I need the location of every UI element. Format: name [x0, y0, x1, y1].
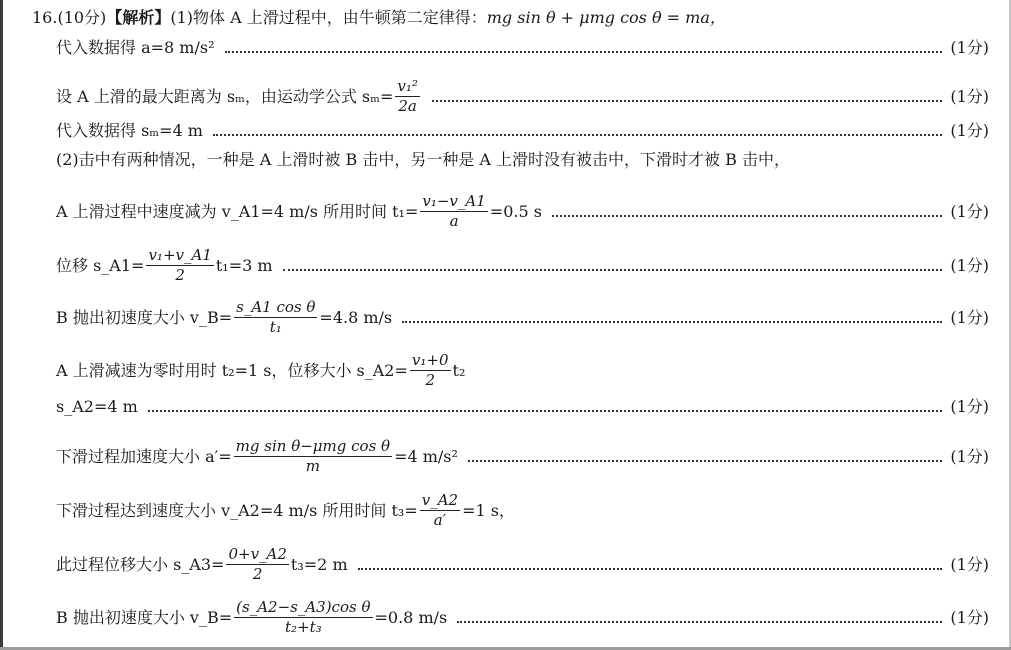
fraction-denominator: 2: [425, 371, 435, 389]
line-prefix: B 抛出初速度大小 v_B=: [56, 307, 233, 327]
dot-leader: [225, 51, 943, 53]
line-content: [56, 193, 542, 230]
dot-leader: [552, 215, 942, 217]
score-mark: (1分): [950, 255, 989, 275]
line-prefix: 位移 s_A1=: [56, 255, 145, 275]
fraction: [420, 193, 487, 230]
fraction-denominator: t₂+t₃: [284, 618, 322, 636]
part1-intro: (1)物体 A 上滑过程中，由牛顿第二定律得：: [170, 8, 487, 27]
line-prefix: A 上滑过程中速度减为 v_A1=4 m/s 所用时间 t₁=: [56, 201, 419, 221]
fraction-numerator: (s_A2−s_A3)cos θ: [236, 598, 371, 616]
fraction-numerator: v₁²: [397, 77, 418, 95]
fraction-numerator: v₁+v_A1: [148, 246, 212, 264]
dot-leader: [213, 134, 942, 136]
score-mark: (1分): [950, 38, 989, 57]
fraction-denominator: m: [305, 457, 320, 475]
score-mark: (1分): [950, 86, 989, 106]
fraction-denominator: a′: [433, 511, 447, 529]
line-content: [56, 492, 515, 529]
dot-leader: [457, 621, 942, 623]
line-suffix: =0.5 s: [489, 201, 542, 221]
line-content: [56, 247, 273, 284]
fraction-numerator: mg sin θ−μmg cos θ: [235, 437, 391, 455]
fraction: [146, 247, 213, 284]
score-mark: (1分): [950, 201, 989, 221]
part2-intro-text: (2)击中有两种情况，一种是 A 上滑时被 B 击中，另一种是 A 上滑时没有被击中，下滑时才被 B 击中，: [56, 150, 790, 169]
fraction-denominator: t₁: [269, 318, 282, 336]
dot-leader: [402, 321, 942, 323]
dot-leader: [358, 568, 943, 570]
line-content: [56, 352, 465, 389]
question-number: 16.: [32, 8, 58, 27]
fraction-numerator: v₁+0: [411, 351, 449, 369]
solution-line-5: [56, 247, 989, 284]
solution-line-9: [56, 438, 989, 475]
score-mark: (1分): [950, 121, 989, 140]
score-mark: (1分): [950, 307, 989, 327]
score-mark: (1分): [950, 554, 989, 574]
solution-line-4: [56, 193, 989, 230]
line-content: [56, 546, 348, 583]
fraction-numerator: v₁−v_A1: [422, 192, 486, 210]
line-suffix: t₃=2 m: [290, 554, 348, 574]
dot-leader: [283, 269, 943, 271]
fraction: [234, 299, 317, 336]
score-mark: (1分): [950, 397, 989, 416]
question-points: (10分): [57, 8, 107, 27]
fraction-denominator: 2: [252, 565, 263, 583]
line-content: [56, 299, 392, 336]
solution-line-1: [56, 38, 989, 58]
solution-line-3: [56, 121, 989, 141]
line-suffix: =0.8 m/s: [374, 607, 448, 627]
dot-leader: [148, 410, 943, 412]
line-text: s_A2=4 m: [56, 397, 138, 416]
dot-leader: [432, 100, 942, 102]
line-prefix: 设 A 上滑的最大距离为 sₘ，由运动学公式 sₘ=: [56, 86, 394, 106]
fraction-numerator: v_A2: [421, 491, 459, 509]
fraction-denominator: a: [449, 212, 459, 230]
fraction: [226, 546, 288, 583]
line-content: [56, 599, 447, 636]
line-prefix: 此过程位移大小 s_A3=: [56, 554, 225, 574]
solution-line-6: [56, 299, 989, 336]
line-suffix: =4.8 m/s: [319, 307, 393, 327]
line-suffix: =1 s，: [462, 500, 515, 520]
line-content: [56, 438, 458, 475]
solution-line-2: [56, 78, 989, 115]
fraction: [234, 599, 372, 636]
fraction-denominator: 2a: [398, 97, 417, 115]
fraction-numerator: s_A1 cos θ: [236, 298, 316, 316]
part2-intro: [56, 150, 989, 170]
line-text: 代入数据得 a=8 m/s²: [56, 38, 215, 57]
solution-line-7: [56, 352, 989, 389]
solution-line-11: [56, 546, 989, 583]
score-mark: (1分): [950, 446, 989, 466]
analysis-tag: 【解析】: [106, 8, 171, 27]
line-prefix: A 上滑减速为零时用时 t₂=1 s，位移大小 s_A2=: [56, 360, 408, 380]
question-header: [32, 8, 989, 28]
fraction: [395, 78, 420, 115]
fraction: [234, 438, 392, 475]
score-mark: (1分): [950, 607, 989, 627]
line-suffix: =4 m/s²: [394, 446, 458, 466]
solution-line-12: [56, 599, 989, 636]
line-text: 代入数据得 sₘ=4 m: [56, 121, 203, 140]
line-suffix: t₁=3 m: [215, 255, 273, 275]
line-prefix: 下滑过程达到速度大小 v_A2=4 m/s 所用时间 t₃=: [56, 500, 418, 520]
part1-formula: mg sin θ + μmg cos θ = ma，: [486, 8, 726, 27]
fraction-denominator: 2: [175, 266, 185, 284]
dot-leader: [468, 460, 942, 462]
line-content: [56, 78, 422, 115]
fraction: [410, 352, 451, 389]
line-prefix: 下滑过程加速度大小 a′=: [56, 446, 232, 466]
fraction-numerator: 0+v_A2: [228, 545, 287, 563]
fraction: [420, 492, 460, 529]
line-prefix: B 抛出初速度大小 v_B=: [56, 607, 233, 627]
line-suffix: t₂: [452, 360, 466, 380]
solution-line-10: [56, 492, 989, 529]
solution-line-8: [56, 397, 989, 417]
